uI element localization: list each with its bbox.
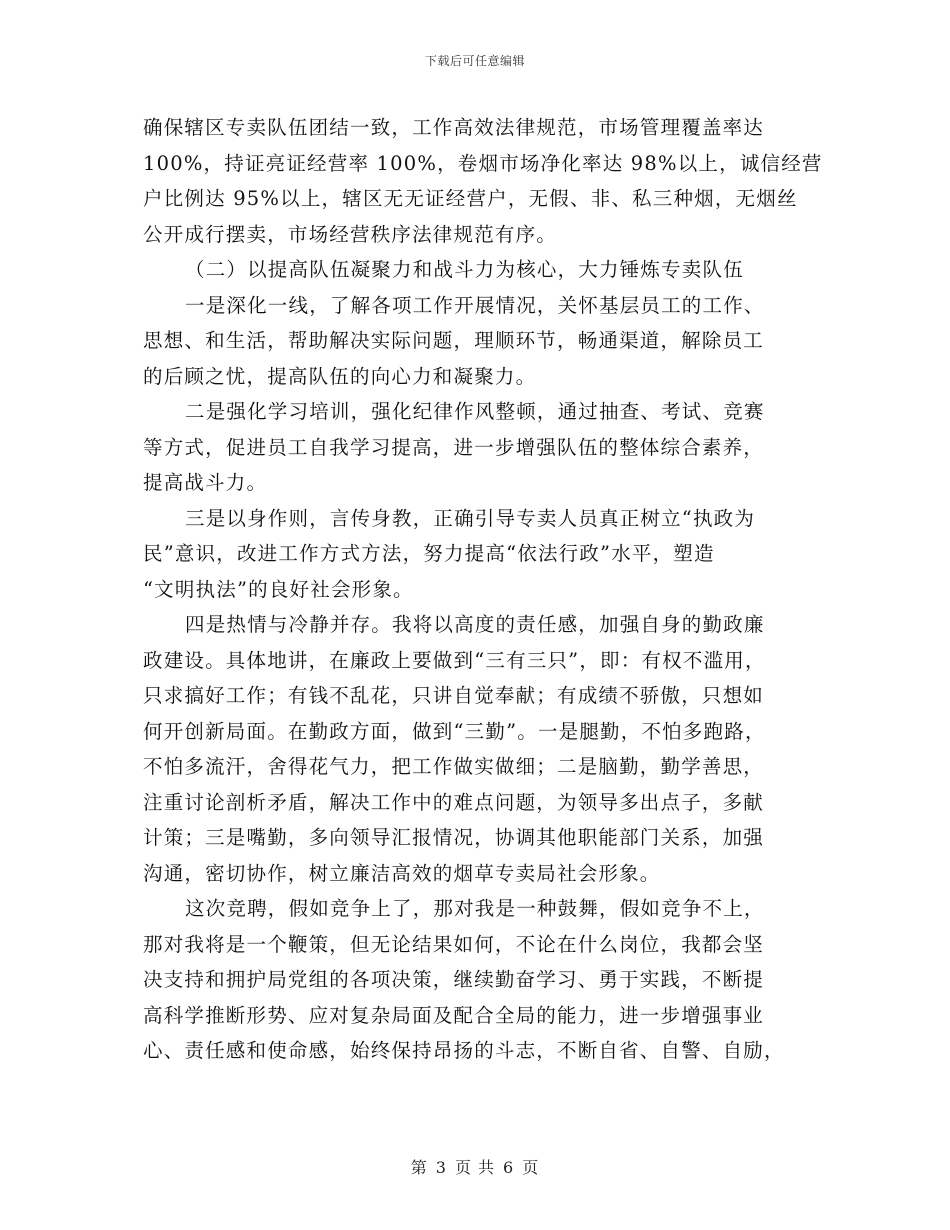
text-line: 何开创新局面。在勤政方面，做到“三勤”。一是腿勤，不怕多跑路， (143, 719, 766, 743)
text-line: 心、责任感和使命感，始终保持昂扬的斗志，不断自省、自警、自励， (143, 1039, 785, 1062)
text-line: 这次竞聘，假如竞争上了，那对我是一种鼓舞，假如竞争不上， (185, 897, 765, 920)
text-line: 民”意识，改进工作方式方法，努力提高“依法行政”水平，塑造 (143, 542, 715, 565)
section-heading: （二）以提高队伍凝聚力和战斗力为核心，大力锤炼专卖队伍 (185, 258, 744, 281)
page-number-total: 6 (503, 1158, 515, 1177)
text-line: 不怕多流汗，舍得花气力，把工作做实做细；二是脑勤，勤学善思， (143, 755, 765, 778)
page-number (0, 1155, 950, 1178)
text-line: 100%，持证亮证经营率 100%，卷烟市场净化率达 98%以上，诚信经营 (143, 151, 823, 175)
text-line: 那对我将是一个鞭策，但无论结果如何，不论在什么岗位，我都会坚 (143, 932, 765, 956)
document-body (143, 110, 823, 1069)
text-line: 只求搞好工作；有钱不乱花，只讲自觉奉献；有成绩不骄傲，只想如 (143, 684, 765, 707)
text-line: 计策；三是嘴勤，多向领导汇报情况，协调其他职能部门关系，加强 (143, 826, 765, 849)
text-line: 确保辖区专卖队伍团结一致，工作高效法律规范，市场管理覆盖率达 (143, 116, 765, 139)
text-line: 沟通，密切协作，树立廉洁高效的烟草专卖局社会形象。 (143, 861, 661, 885)
text-line: 三是以身作则，言传身教，正确引导专卖人员真正树立“执政为 (185, 506, 756, 530)
text-line: 高科学推断形势、应对复杂局面及配合全局的能力，进一步增强事业 (143, 1003, 765, 1027)
text-line: 公开成行摆卖，市场经营秩序法律规范有序。 (143, 222, 558, 246)
text-line: 的后顾之忧，提高队伍的向心力和凝聚力。 (143, 364, 537, 388)
page-number-current: 3 (435, 1158, 447, 1177)
text-line: 政建设。具体地讲，在廉政上要做到“三有三只”，即：有权不滥用， (143, 648, 766, 672)
text-line: 提高战斗力。 (143, 471, 268, 494)
page-number-prefix: 第 (410, 1158, 428, 1177)
page-number-suffix: 页 (522, 1158, 540, 1177)
page-number-middle: 页 共 (454, 1158, 496, 1177)
text-line: 等方式，促进员工自我学习提高，进一步增强队伍的整体综合素养， (143, 435, 765, 459)
text-line: 决支持和拥护局党组的各项决策，继续勤奋学习、勇于实践，不断提 (143, 968, 765, 991)
text-line: 一是深化一线，了解各项工作开展情况，关怀基层员工的工作、 (185, 293, 765, 317)
page-header-note: 下载后可任意编辑 (424, 54, 525, 68)
text-line: 二是强化学习培训，强化纪律作风整顿，通过抽查、考试、竞赛 (185, 400, 765, 423)
text-line: “文明执法”的良好社会形象。 (143, 577, 414, 601)
text-line: 注重讨论剖析矛盾，解决工作中的难点问题，为领导多出点子，多献 (143, 790, 765, 814)
text-line: 户比例达 95%以上，辖区无无证经营户，无假、非、私三种烟，无烟丝 (143, 187, 798, 210)
text-line: 思想、和生活，帮助解决实际问题，理顺环节，畅通渠道，解除员工 (143, 329, 765, 352)
text-line: 四是热情与冷静并存。我将以高度的责任感，加强自身的勤政廉 (185, 613, 765, 636)
